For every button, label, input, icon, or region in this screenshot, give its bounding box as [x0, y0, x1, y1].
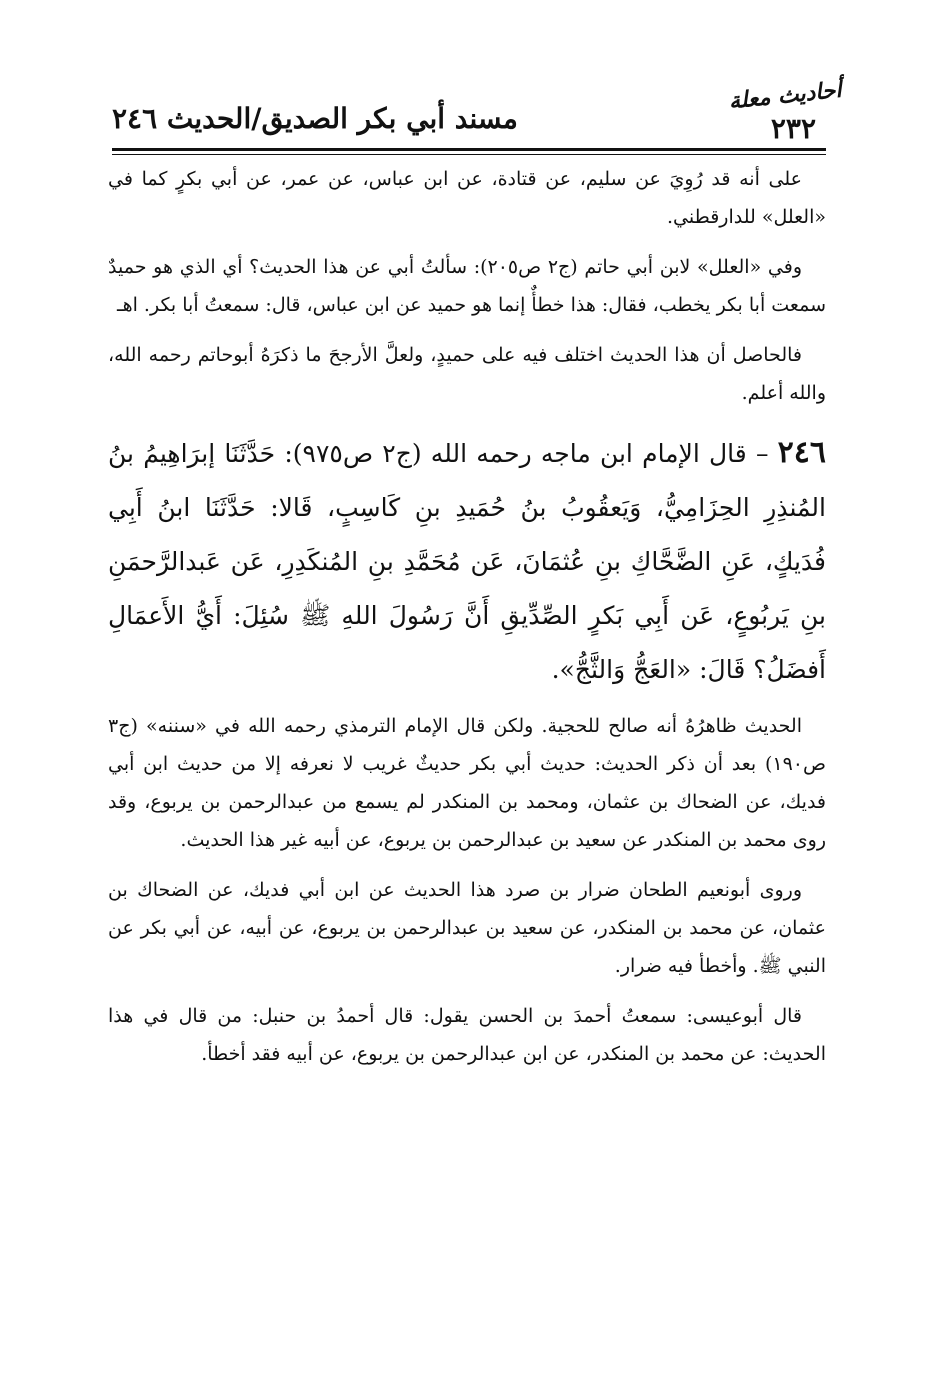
hadith-number: ٢٤٦ [777, 435, 827, 470]
paragraph-6: قال أبوعيسى: سمعتُ أحمدَ بن الحسن يقول: قال أحمدُ بن حنبل: من قال في هذا الحديث: عن محمد بن المنكدر، عن ابن عبدالرحمن بن يربوع، عن أبيه فقد أخطأ. [108, 1005, 826, 1065]
hadith-entry [108, 426, 826, 697]
header-rule [112, 148, 826, 151]
handwritten-note: أحاديث معلة [727, 76, 843, 115]
paragraph-2: وفي «العلل» لابن أبي حاتم (ج٢ ص٢٠٥): سألتُ أبي عن هذا الحديث؟ أي الذي هو حميدٌ سمعت أبا بكر يخطب، فقال: هذا خطأٌ إنما هو حميد عن ابن عباس، قال: سمعتُ أبا بكر. اهـ [108, 256, 826, 316]
paragraph-4: الحديث ظاهرُهُ أنه صالح للحجية. ولكن قال الإمام الترمذي رحمه الله في «سننه» (ج٣ ص١٩٠) بعد أن ذكر الحديث: حديث أبي بكر حديثٌ غريب لا نعرفه إلا من حديث ابن أبي فديك، عن الضحاك بن عثمان، ومحمد بن المنكدر لم يسمع من عبدالرحمن بن يربوع، وقد روى محمد بن المنكدر عن سعيد بن عبدالرحمن بن يربوع، عن أبيه غير هذا الحديث. [108, 715, 826, 851]
paragraph-3: فالحاصل أن هذا الحديث اختلف فيه على حميدٍ، ولعلَّ الأرجحَ ما ذكرَهُ أبوحاتم رحمه الله، والله أعلم. [108, 344, 826, 404]
page-header [112, 100, 824, 148]
hadith-separator: – [755, 439, 769, 468]
running-title: مسند أبي بكر الصديق/الحديث ٢٤٦ [112, 102, 518, 135]
page-number: ٢٣٢ [770, 112, 816, 145]
hadith-text: قال الإمام ابن ماجه رحمه الله (ج٢ ص٩٧٥): حَدَّثَنَا إبرَاهِيمُ بنُ المُنذِرِ الحِزَامِيُّ، وَيَعقُوبُ بنُ حُمَيدِ بنِ كَاسِبٍ، قَالا: حَدَّثَنَا ابنُ أَبِي فُدَيكٍ، عَنِ الضَّحَّاكِ بنِ عُثمَانَ، عَن مُحَمَّدِ بنِ المُنكَدِرِ، عَن عَبدالرَّحمَنِ بنِ يَربُوعٍ، عَن أَبِي بَكرٍ الصِّدِّيقِ أَنَّ رَسُولَ اللهِ ﷺ سُئِلَ: أَيُّ الأَعمَالِ أَفضَلُ؟ قَالَ: «العَجُّ وَالثَّجُّ». [108, 439, 826, 684]
page-body [108, 160, 826, 1085]
header-rule-thin [112, 154, 826, 155]
paragraph-1: على أنه قد رُوِيَ عن سليم، عن قتادة، عن ابن عباس، عن عمر، عن أبي بكرٍ كما في «العلل» للدارقطني. [108, 168, 826, 228]
paragraph-5: وروى أبونعيم الطحان ضرار بن صرد هذا الحديث عن ابن أبي فديك، عن الضحاك بن عثمان، عن محمد بن المنكدر، عن سعيد بن عبدالرحمن بن يربوع، عن أبيه، عن أبي بكر عن النبي ﷺ. وأخطأ فيه ضرار. [108, 879, 826, 977]
